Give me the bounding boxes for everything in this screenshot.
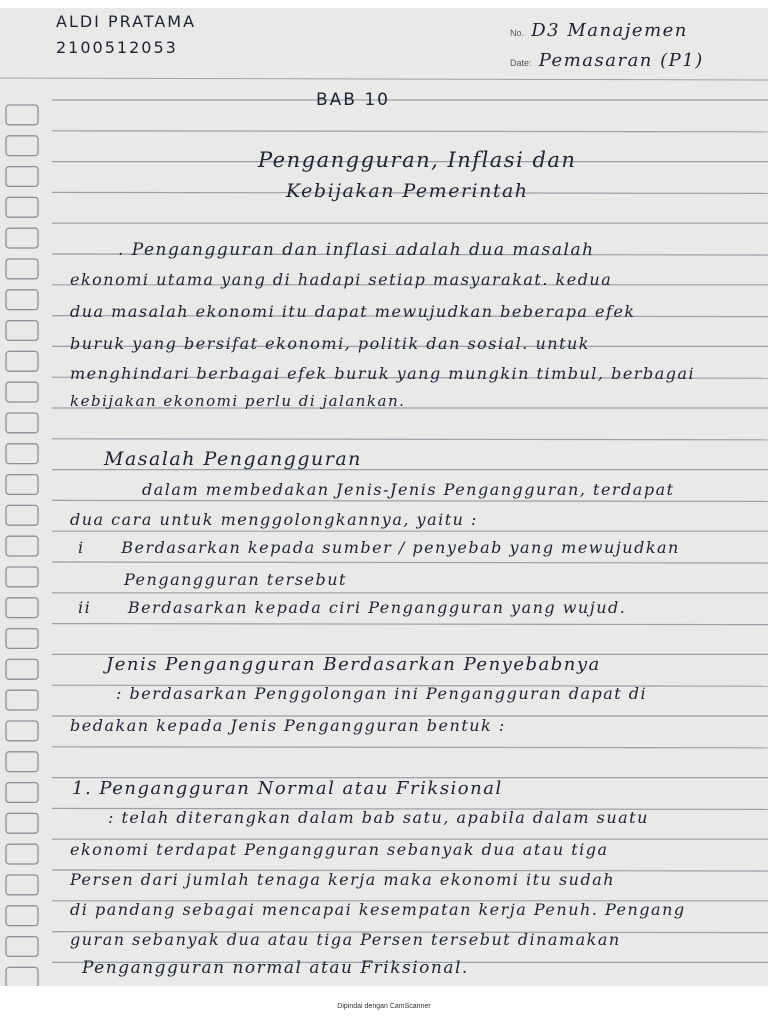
ruled-line <box>52 747 768 748</box>
list-marker: ii <box>78 598 92 617</box>
chapter-title: BAB 10 <box>316 90 390 110</box>
ruled-line <box>52 131 768 132</box>
intro-line: dua masalah ekonomi itu dapat mewujudkan beberapa efek <box>70 302 636 321</box>
section-line: bedakan kepada Jenis Pengangguran bentuk : <box>70 716 506 735</box>
notebook-page <box>0 8 768 986</box>
margin-box <box>6 629 38 649</box>
margin-box <box>6 567 38 587</box>
margin-box <box>6 967 38 986</box>
margin-box <box>6 906 38 926</box>
intro-line: buruk yang bersifat ekonomi, politik dan sosial. untuk <box>70 334 590 353</box>
no-label: No. <box>510 28 525 38</box>
margin-box <box>6 167 38 187</box>
margin-box <box>6 505 38 525</box>
section-line: ekonomi terdapat Pengangguran sebanyak dua atau tiga <box>70 840 609 859</box>
margin-box <box>6 290 38 310</box>
margin-box <box>6 937 38 957</box>
section-line: : berdasarkan Penggolongan ini Pengangguran dapat di <box>116 684 648 703</box>
margin-box <box>6 259 38 279</box>
date-field <box>510 50 704 71</box>
margin-box <box>6 475 38 495</box>
no-field <box>510 20 688 41</box>
margin-box <box>6 444 38 464</box>
section-line: dalam membedakan Jenis-Jenis Pengangguran, terdapat <box>142 480 675 499</box>
list-item <box>78 538 680 557</box>
no-value: D3 Manajemen <box>531 20 688 41</box>
section-heading: Jenis Pengangguran Berdasarkan Penyebabnya <box>106 654 601 675</box>
margin-box <box>6 659 38 679</box>
student-name: ALDI PRATAMA <box>56 12 197 31</box>
margin-box <box>6 321 38 341</box>
ruled-line <box>52 624 768 625</box>
intro-line: . Pengangguran dan inflasi adalah dua masalah <box>118 240 595 260</box>
section-heading: Masalah Pengangguran <box>104 448 362 470</box>
margin-box <box>6 105 38 125</box>
section-line: : telah diterangkan dalam bab satu, apabila dalam suatu <box>108 808 649 827</box>
margin-box <box>6 813 38 833</box>
margin-box <box>6 351 38 371</box>
intro-line: kebijakan ekonomi perlu di jalankan. <box>70 392 406 410</box>
margin-box <box>6 536 38 556</box>
margin-box <box>6 844 38 864</box>
date-value: Pemasaran (P1) <box>538 50 704 71</box>
list-item-continuation: Pengangguran tersebut <box>124 570 347 589</box>
section-line: Pengangguran normal atau Friksional. <box>82 958 469 978</box>
ruled-line <box>52 439 768 440</box>
margin-box <box>6 598 38 618</box>
margin-box <box>6 875 38 895</box>
section-line: dua cara untuk menggolongkannya, yaitu : <box>70 510 478 529</box>
scanner-watermark: Dipindai dengan CamScanner <box>337 1003 431 1010</box>
margin-box <box>6 197 38 217</box>
margin-box <box>6 752 38 772</box>
margin-box <box>6 136 38 156</box>
section-line: Persen dari jumlah tenaga kerja maka ekonomi itu sudah <box>70 870 616 889</box>
list-marker: i <box>78 538 85 557</box>
list-item <box>78 598 626 617</box>
margin-box <box>6 228 38 248</box>
section-line: guran sebanyak dua atau tiga Persen tersebut dinamakan <box>70 930 621 949</box>
margin-box <box>6 721 38 741</box>
list-text: Berdasarkan kepada sumber / penyebab yang mewujudkan <box>121 538 680 557</box>
ruled-line <box>52 500 768 501</box>
date-label: Date: <box>510 58 532 68</box>
margin-box <box>6 690 38 710</box>
margin-box <box>6 783 38 803</box>
margin-box <box>6 382 38 402</box>
list-text: Berdasarkan kepada ciri Pengangguran yang wujud. <box>127 598 627 617</box>
title-line-1: Pengangguran, Inflasi dan <box>258 148 577 172</box>
ruled-line <box>52 562 768 563</box>
margin-box <box>6 413 38 433</box>
section-heading: 1. Pengangguran Normal atau Friksional <box>72 778 503 799</box>
student-id: 2100512053 <box>56 38 178 57</box>
section-line: di pandang sebagai mencapai kesempatan kerja Penuh. Pengang <box>70 900 686 919</box>
intro-line: menghindari berbagai efek buruk yang mungkin timbul, berbagai <box>70 364 696 383</box>
intro-line: ekonomi utama yang di hadapi setiap masyarakat. kedua <box>70 270 613 289</box>
header-rule <box>0 78 768 80</box>
title-line-2: Kebijakan Pemerintah <box>286 180 529 202</box>
